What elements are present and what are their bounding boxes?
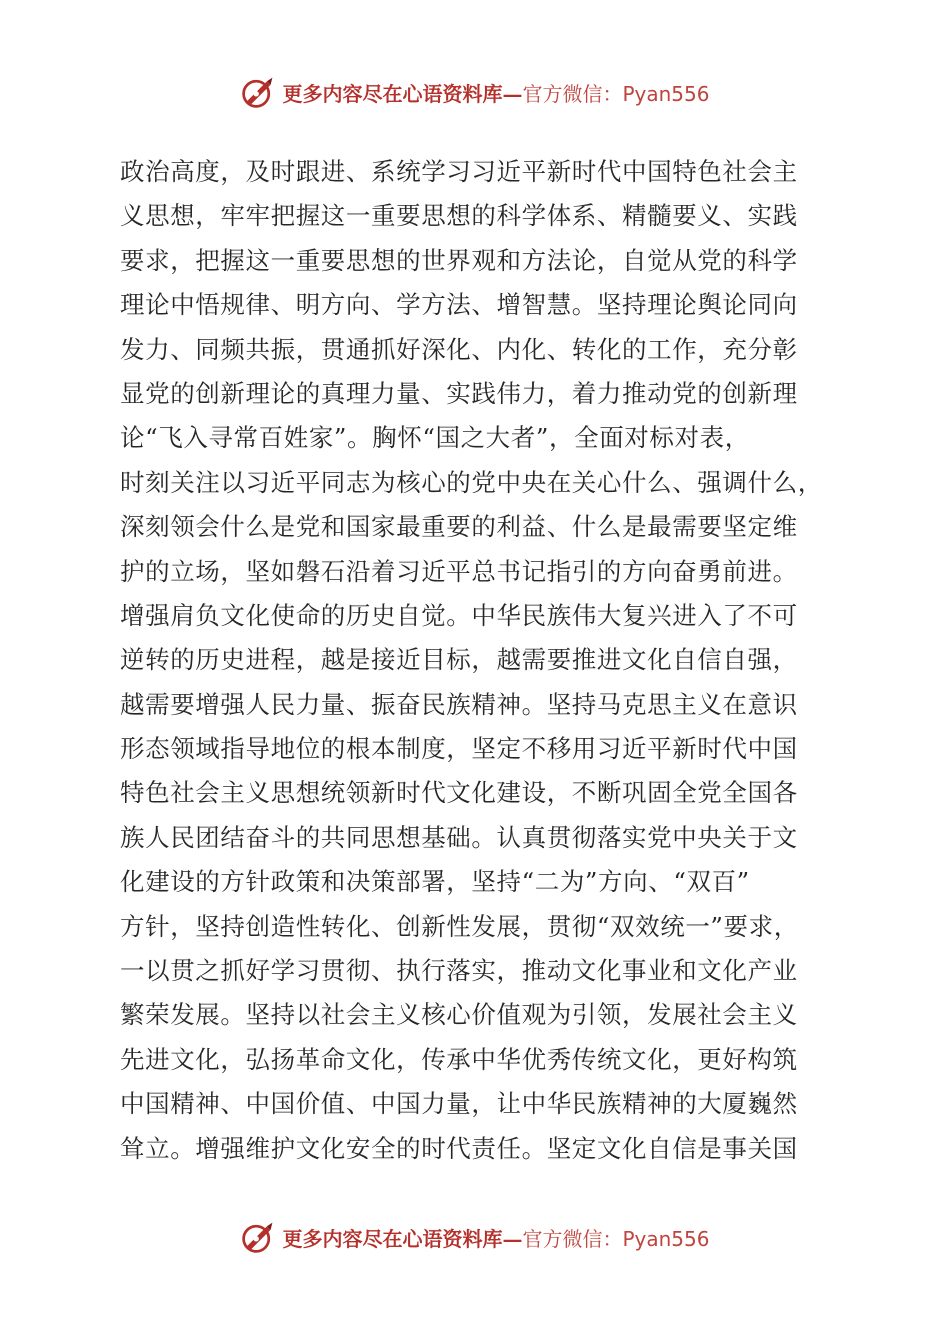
text-line: 政治高度，及时跟进、系统学习习近平新时代中国特色社会主	[120, 157, 798, 186]
banner-wechat-text: 官方微信：Pyan556	[522, 1226, 710, 1251]
banner-dash: —	[502, 1226, 523, 1251]
pen-nib-circle-logo-icon	[240, 74, 276, 110]
footer-banner	[0, 1212, 950, 1262]
text-line: 理论中悟规律、明方向、学方法、增智慧。坚持理论舆论同向	[120, 290, 798, 320]
text-line: 要求，把握这一重要思想的世界观和方法论，自觉从党的科学	[120, 245, 798, 275]
text-line: 方针，坚持创造性转化、创新性发展，贯彻“双效统一”要求，	[120, 911, 799, 941]
text-line: 中国精神、中国价值、中国力量，让中华民族精神的大厦巍然	[120, 1089, 798, 1119]
text-line: 逆转的历史进程，越是接近目标，越需要推进文化自信自强，	[120, 645, 798, 675]
text-line: 先进文化，弘扬革命文化，传承中华优秀传统文化，更好构筑	[120, 1044, 798, 1074]
text-line: 发力、同频共振，贯通抓好深化、内化、转化的工作，充分彰	[120, 334, 798, 364]
text-line: 越需要增强人民力量、振奋民族精神。坚持马克思主义在意识	[120, 689, 798, 719]
text-line: 时刻关注以习近平同志为核心的党中央在关心什么、强调什么，	[120, 467, 823, 497]
text-line: 特色社会主义思想统领新时代文化建设，不断巩固全党全国各	[120, 778, 798, 808]
text-line: 一以贯之抓好学习贯彻、执行落实，推动文化事业和文化产业	[120, 956, 798, 986]
text-line: 增强肩负文化使命的历史自觉。中华民族伟大复兴进入了不可	[120, 600, 798, 630]
text-line: 繁荣发展。坚持以社会主义核心价值观为引领，发展社会主义	[120, 1000, 798, 1030]
text-line: 形态领域指导地位的根本制度，坚定不移用习近平新时代中国	[120, 734, 798, 764]
header-banner	[0, 67, 950, 117]
banner-main-text: 更多内容尽在心语资料库	[282, 81, 503, 106]
text-line: 族人民团结奋斗的共同思想基础。认真贯彻落实党中央关于文	[120, 822, 798, 852]
banner-wechat-text: 官方微信：Pyan556	[522, 81, 710, 106]
text-line: 化建设的方针政策和决策部署，坚持“二为”方向、“双百”	[120, 867, 750, 897]
document-body	[120, 150, 823, 1171]
text-line: 论“飞入寻常百姓家”。胸怀“国之大者”，全面对标对表，	[120, 423, 750, 453]
text-line: 耸立。增强维护文化安全的时代责任。坚定文化自信是事关国	[120, 1133, 798, 1163]
pen-nib-circle-logo-icon	[240, 1219, 276, 1255]
text-line: 深刻领会什么是党和国家最重要的利益、什么是最需要坚定维	[120, 512, 798, 542]
banner-dash: —	[502, 81, 523, 106]
text-line: 义思想，牢牢把握这一重要思想的科学体系、精髓要义、实践	[120, 201, 798, 231]
banner-main-text: 更多内容尽在心语资料库	[282, 1226, 503, 1251]
text-line: 护的立场，坚如磐石沿着习近平总书记指引的方向奋勇前进。	[120, 556, 798, 586]
text-line: 显党的创新理论的真理力量、实践伟力，着力推动党的创新理	[120, 378, 798, 408]
